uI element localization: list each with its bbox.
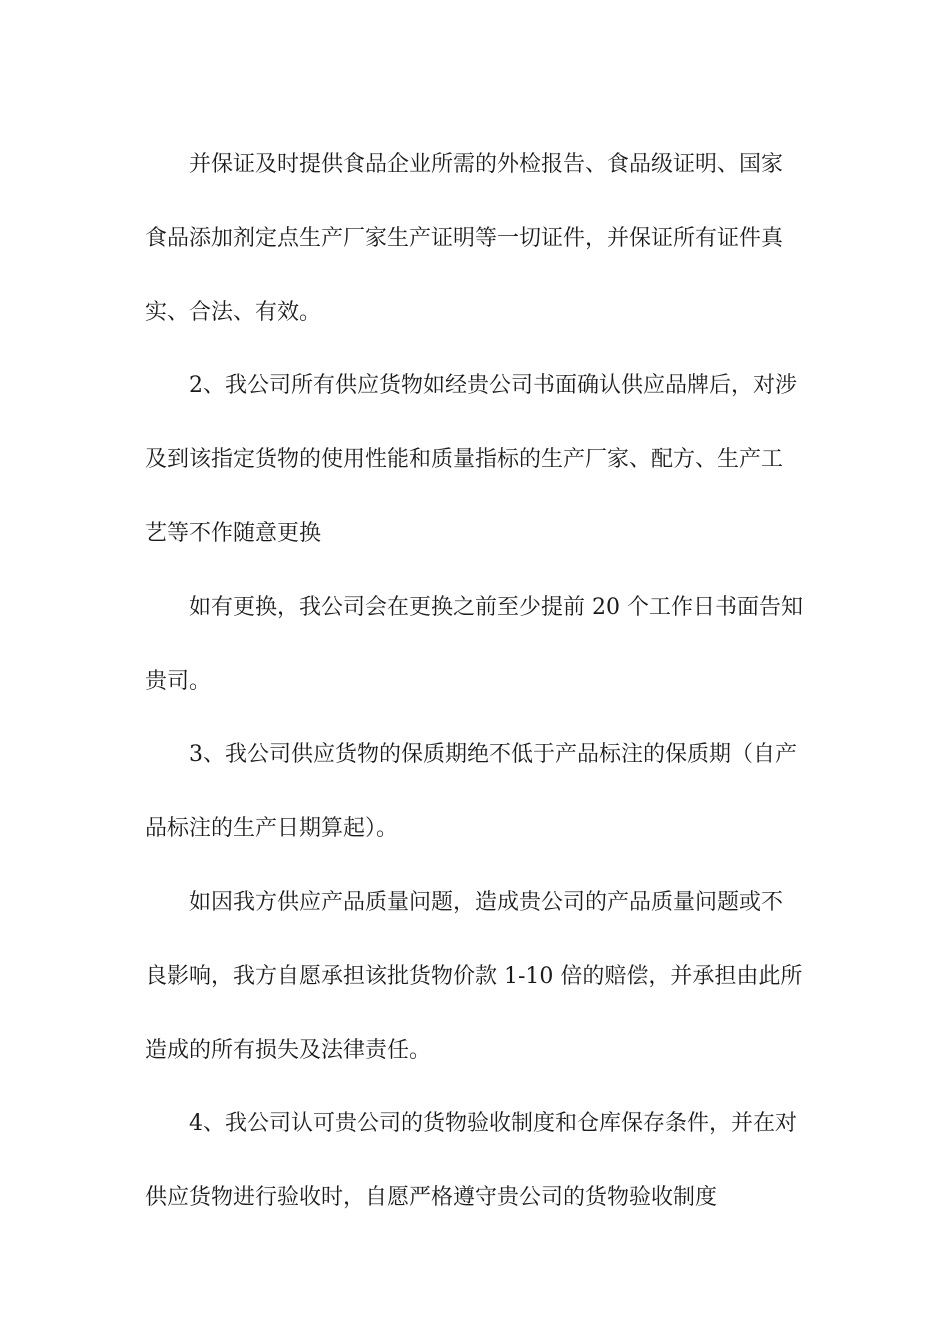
paragraph-line: 及到该指定货物的使用性能和质量指标的生产厂家、配方、生产工 bbox=[145, 447, 784, 473]
paragraph-line: 造成的所有损失及法律责任。 bbox=[145, 1037, 432, 1063]
paragraph-line: 2、我公司所有供应货物如经贵公司书面确认供应品牌后，对涉 bbox=[189, 373, 797, 399]
paragraph-line: 贵司。 bbox=[145, 668, 212, 694]
paragraph-line: 品标注的生产日期算起）。 bbox=[145, 816, 399, 842]
paragraph-line: 艺等不作随意更换 bbox=[145, 520, 322, 546]
paragraph-line: 实、合法、有效。 bbox=[145, 299, 322, 325]
document-body bbox=[145, 128, 815, 1235]
paragraph-line: 食品添加剂定点生产厂家生产证明等一切证件，并保证所有证件真 bbox=[145, 225, 784, 251]
paragraph-line: 如因我方供应产品质量问题，造成贵公司的产品质量问题或不 bbox=[189, 889, 784, 915]
paragraph-line: 良影响，我方自愿承担该批货物价款 1-10 倍的赔偿，并承担由此所 bbox=[145, 963, 803, 989]
paragraph-line: 3、我公司供应货物的保质期绝不低于产品标注的保质期（自产 bbox=[189, 742, 797, 768]
paragraph-line: 4、我公司认可贵公司的货物验收制度和仓库保存条件，并在对 bbox=[189, 1111, 797, 1137]
paragraph-line: 并保证及时提供食品企业所需的外检报告、食品级证明、国家 bbox=[189, 152, 784, 177]
paragraph-line: 供应货物进行验收时，自愿严格遵守贵公司的货物验收制度 bbox=[145, 1185, 718, 1211]
paragraph-line: 如有更换，我公司会在更换之前至少提前 20 个工作日书面告知 bbox=[189, 594, 803, 620]
